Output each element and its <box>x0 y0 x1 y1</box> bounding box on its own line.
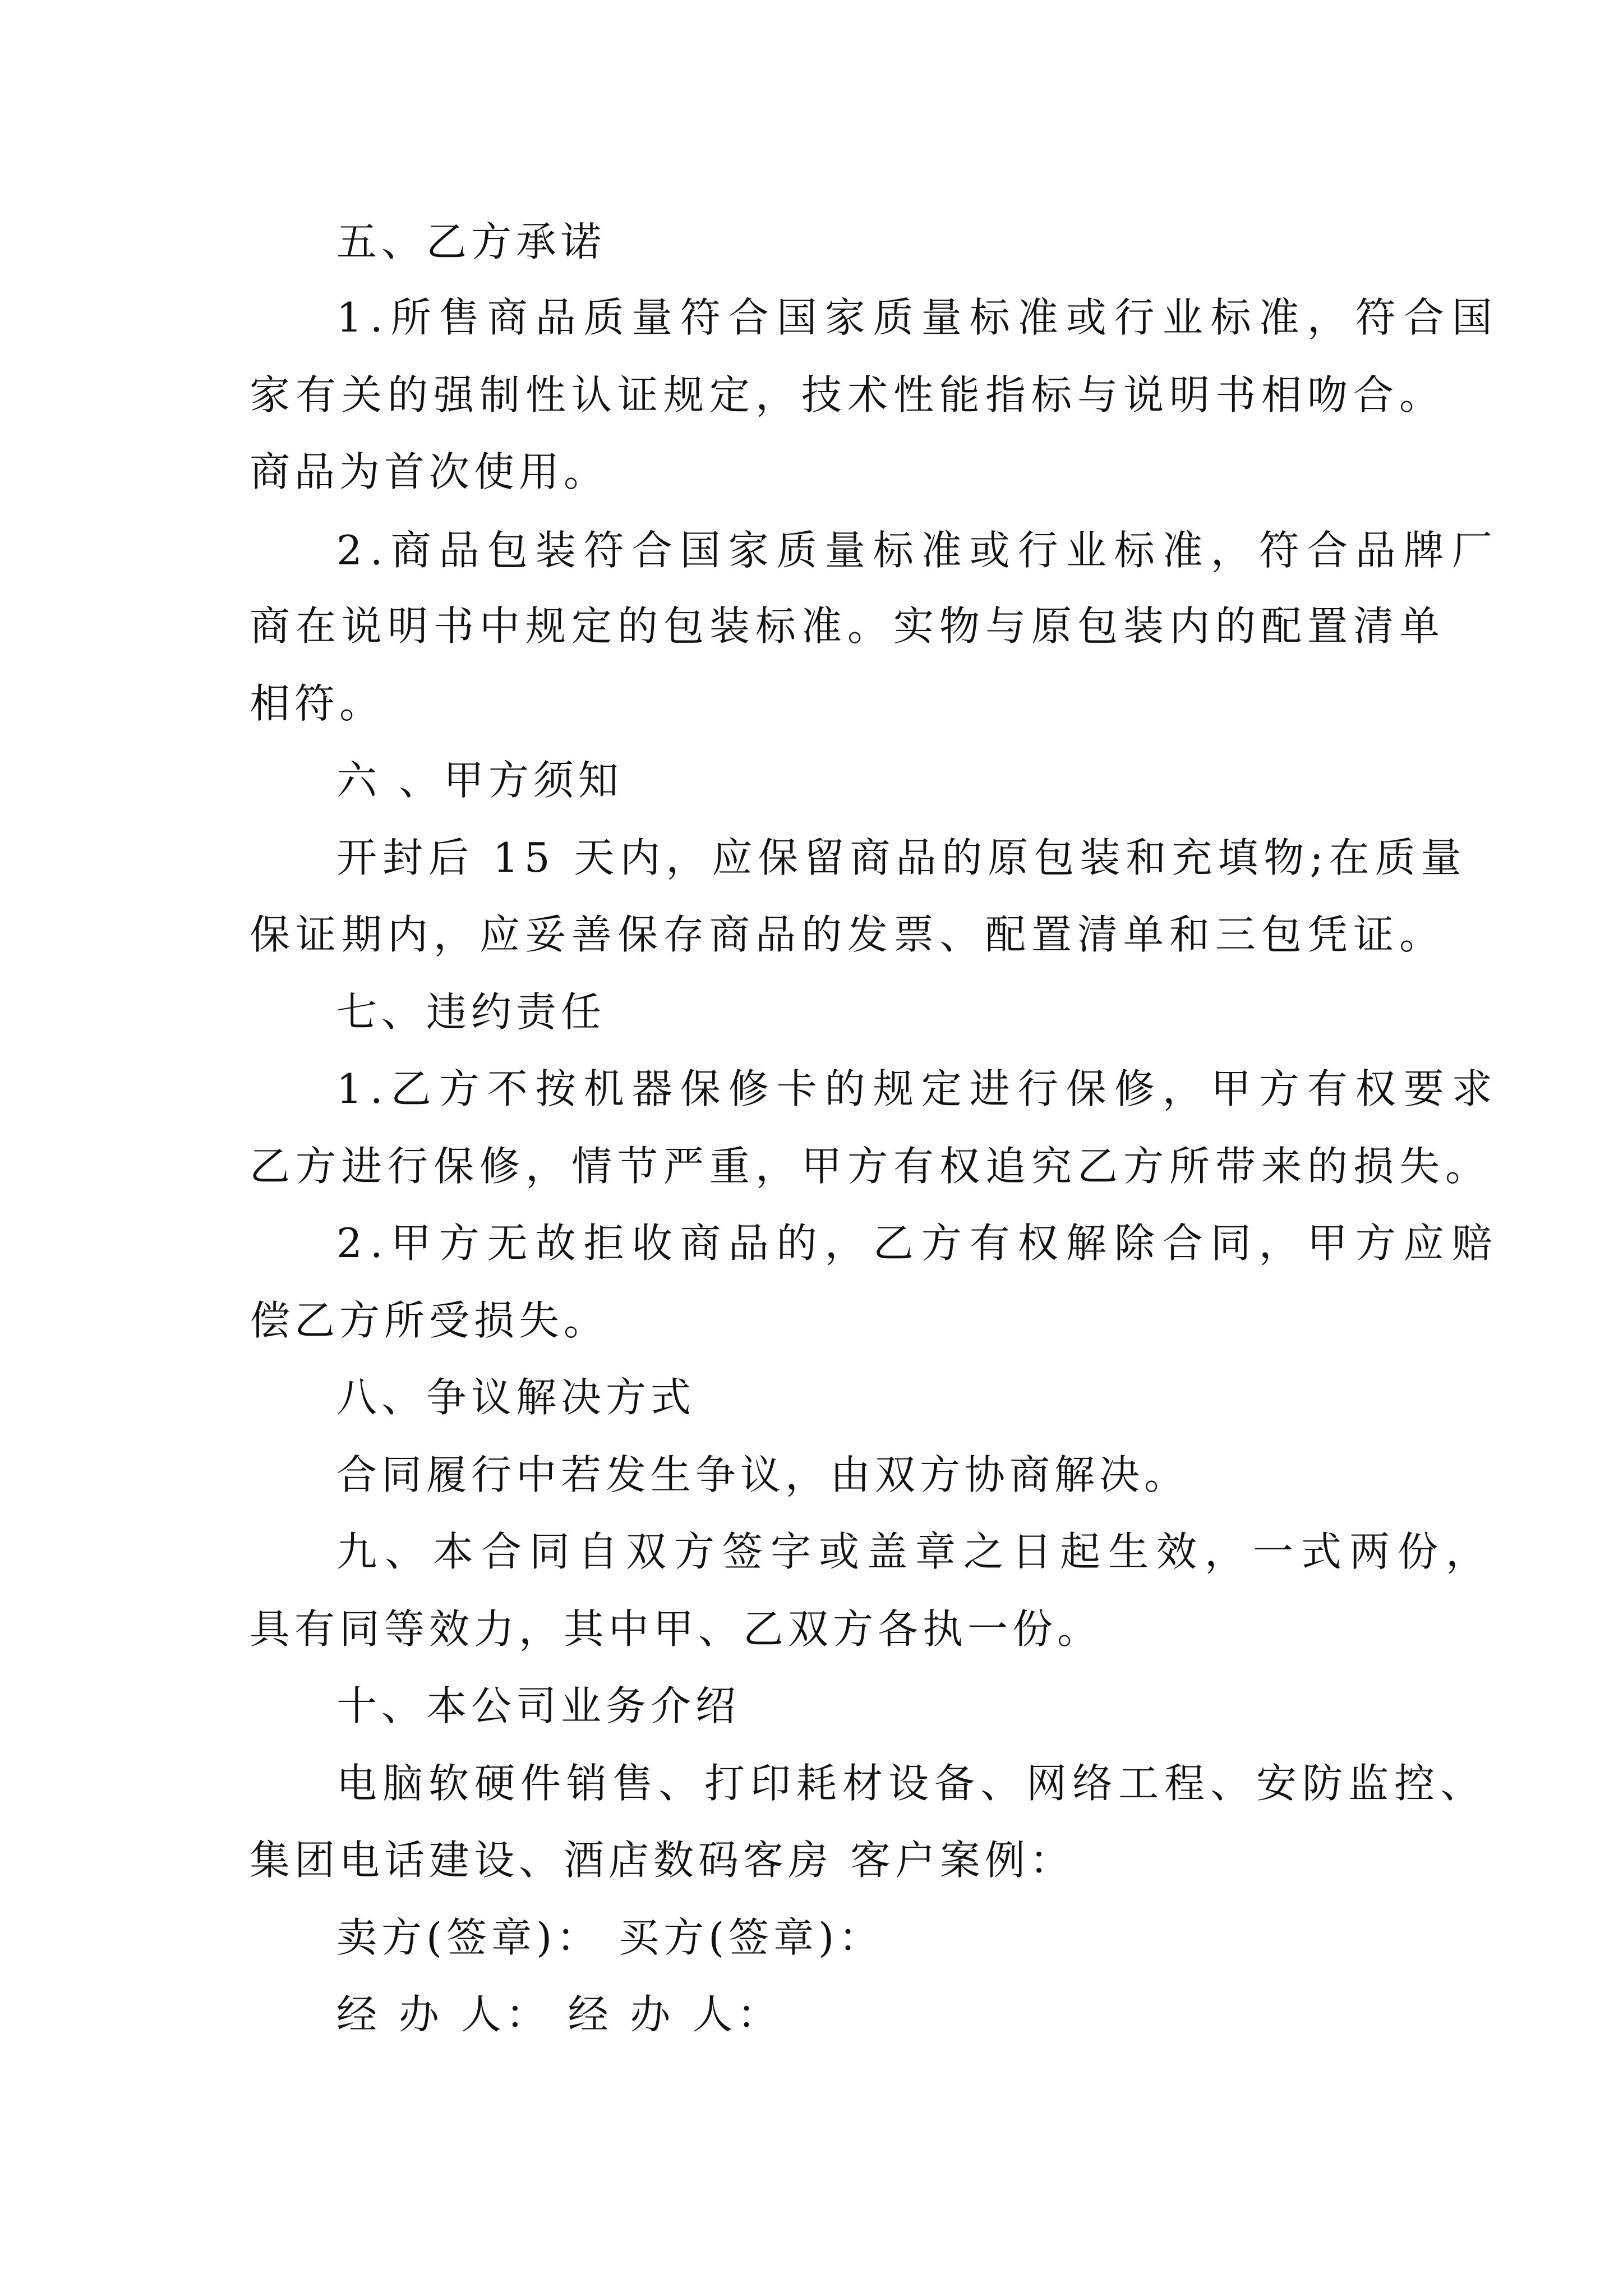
paragraph-line: 偿乙方所受损失。 <box>250 1297 609 1344</box>
section-heading-6: 六 、甲方须知 <box>336 757 623 804</box>
paragraph-line: 2.甲方无故拒收商品的，乙方有权解除合同，甲方应赔 <box>336 1220 1500 1267</box>
paragraph-line: 家有关的强制性认证规定，技术性能指标与说明书相吻合。 <box>250 371 1446 418</box>
paragraph-line: 电脑软硬件销售、打印耗材设备、网络工程、安防监控、 <box>336 1760 1487 1807</box>
paragraph-line: 2.商品包装符合国家质量标准或行业标准，符合品牌厂 <box>336 527 1500 574</box>
paragraph-line: 保证期内，应妥善保存商品的发票、配置清单和三包凭证。 <box>250 911 1446 958</box>
section-heading-5: 五、乙方承诺 <box>336 218 606 265</box>
section-heading-8: 八、争议解决方式 <box>336 1374 696 1421</box>
section-heading-7: 七、违约责任 <box>336 988 606 1036</box>
paragraph-line: 合同履行中若发生争议，由双方协商解决。 <box>336 1451 1189 1498</box>
section-heading-9: 九、本合同自双方签字或盖章之日起生效，一式两份， <box>336 1528 1495 1575</box>
paragraph-line: 1.所售商品质量符合国家质量标准或行业标准，符合国 <box>336 294 1500 341</box>
paragraph-line: 具有同等效力，其中甲、乙双方各执一份。 <box>250 1605 1103 1653</box>
section-heading-10: 十、本公司业务介绍 <box>336 1682 741 1729</box>
signature-line: 经 办 人： 经 办 人： <box>336 1991 782 2038</box>
paragraph-line: 集团电话建设、酒店数码客房 客户案例： <box>250 1837 1075 1884</box>
paragraph-line: 相符。 <box>250 680 385 727</box>
paragraph-line: 商品为首次使用。 <box>250 448 609 495</box>
paragraph-line: 1.乙方不按机器保修卡的规定进行保修，甲方有权要求 <box>336 1065 1500 1112</box>
signature-line: 卖方(签章)： 买方(签章)： <box>336 1914 884 1961</box>
paragraph-line: 乙方进行保修，情节严重，甲方有权追究乙方所带来的损失。 <box>250 1143 1492 1190</box>
paragraph-line: 商在说明书中规定的包装标准。实物与原包装内的配置清单 <box>250 602 1446 650</box>
paragraph-line: 开封后 15 天内，应保留商品的原包装和充填物;在质量 <box>336 834 1467 881</box>
